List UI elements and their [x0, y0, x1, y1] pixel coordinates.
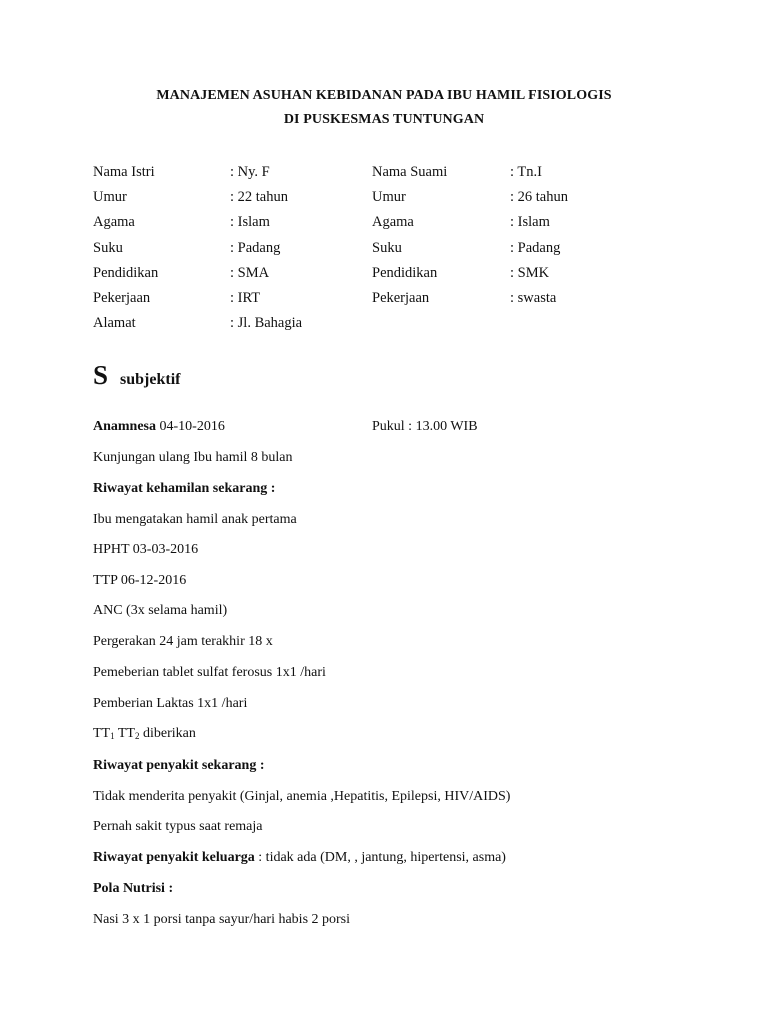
wife-field-value: : SMA	[230, 264, 270, 281]
iron-tablet-note: Pemeberian tablet sulfat ferosus 1x1 /hari	[93, 665, 326, 680]
family-history-label: Riwayat penyakit keluarga	[93, 850, 255, 865]
husband-field-label: Agama	[372, 214, 414, 231]
husband-field-value: : Tn.I	[510, 164, 542, 181]
wife-field-label: Alamat	[93, 315, 136, 332]
tt-immunization-note	[93, 726, 196, 742]
movement-note: Pergerakan 24 jam terakhir 18 x	[93, 634, 273, 649]
anamnesa-time: Pukul : 13.00 WIB	[372, 419, 478, 434]
wife-field-label: Nama Istri	[93, 164, 155, 181]
anamnesa-date: 04-10-2016	[156, 419, 225, 434]
document-title-line-1: MANAJEMEN ASUHAN KEBIDANAN PADA IBU HAMIL FISIOLOGIS	[156, 88, 612, 103]
section-label: subjektif	[120, 371, 181, 388]
wife-field-value: : Padang	[230, 239, 281, 256]
wife-field-value: : Jl. Bahagia	[230, 315, 303, 332]
anc-note: ANC (3x selama hamil)	[93, 603, 228, 618]
wife-field-value: : Islam	[230, 214, 270, 231]
section-letter: S	[93, 360, 109, 390]
ttp-note: TTP 06-12-2016	[93, 573, 187, 588]
section-heading-subjektif	[93, 360, 180, 391]
first-pregnancy-note: Ibu mengatakan hamil anak pertama	[93, 512, 297, 527]
wife-field-label: Umur	[93, 189, 127, 206]
husband-field-value: : swasta	[510, 290, 557, 307]
wife-field-label: Suku	[93, 239, 123, 256]
husband-field-label: Nama Suami	[372, 164, 448, 181]
wife-field-value: : IRT	[230, 290, 261, 307]
nutrition-heading: Pola Nutrisi :	[93, 881, 174, 896]
pregnancy-history-heading: Riwayat kehamilan sekarang :	[93, 481, 276, 496]
no-illness-note: Tidak menderita penyakit (Ginjal, anemia ,Hepatitis, Epilepsi, HIV/AIDS)	[93, 789, 511, 804]
wife-field-value: : 22 tahun	[230, 189, 288, 206]
wife-field-value: : Ny. F	[230, 164, 270, 181]
laktas-note: Pemberian Laktas 1x1 /hari	[93, 696, 248, 711]
tt-prefix: TT	[93, 726, 111, 741]
wife-field-label: Agama	[93, 214, 135, 231]
document-title-line-2: DI PUSKESMAS TUNTUNGAN	[283, 112, 485, 127]
family-history-value: : tidak ada (DM, , jantung, hipertensi, asma)	[254, 850, 506, 865]
typhoid-note: Pernah sakit typus saat remaja	[93, 819, 263, 834]
husband-field-label: Suku	[372, 239, 402, 256]
husband-field-label: Pekerjaan	[372, 290, 430, 307]
wife-field-label: Pendidikan	[93, 264, 159, 281]
rice-portion-note: Nasi 3 x 1 porsi tanpa sayur/hari habis 2 porsi	[93, 912, 351, 927]
hpht-note: HPHT 03-03-2016	[93, 542, 199, 557]
husband-field-label: Umur	[372, 189, 406, 206]
husband-field-value: : Padang	[510, 239, 561, 256]
wife-field-label: Pekerjaan	[93, 290, 151, 307]
anamnesa-label: Anamnesa	[93, 419, 157, 434]
tt-suffix: diberikan	[139, 726, 196, 741]
tt-subscript: 2	[134, 731, 140, 741]
current-illness-heading: Riwayat penyakit sekarang :	[93, 758, 265, 773]
tt-subscript: 1	[110, 731, 115, 741]
husband-field-value: : SMK	[510, 264, 550, 281]
tt-prefix: TT	[114, 726, 135, 741]
visit-note: Kunjungan ulang Ibu hamil 8 bulan	[93, 450, 293, 465]
husband-field-value: : 26 tahun	[510, 189, 568, 206]
husband-field-value: : Islam	[510, 214, 550, 231]
husband-field-label: Pendidikan	[372, 264, 438, 281]
anamnesa-line	[93, 419, 225, 435]
family-history-line	[93, 850, 506, 866]
